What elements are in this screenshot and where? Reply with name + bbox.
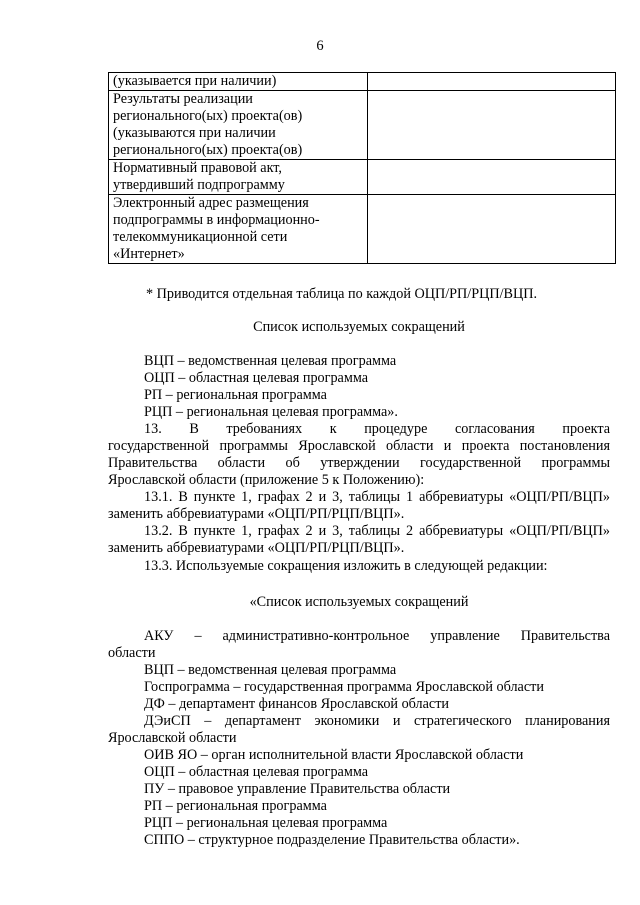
- paragraph-text: 13. В требованиях к процедуре согласования проекта: [144, 421, 610, 437]
- list-item-continuation: области: [108, 645, 156, 661]
- paragraph-line: Ярославской области (приложение 5 к Положению):: [108, 472, 425, 488]
- list-item: ВЦП – ведомственная целевая программа: [144, 662, 397, 678]
- list-item: ОЦП – областная целевая программа: [144, 764, 369, 780]
- list-item-text: ДЭиСП – департамент экономики и стратегического планирования: [144, 713, 610, 729]
- paragraph-line: заменить аббревиатурами «ОЦП/РП/РЦП/ВЦП».: [108, 540, 405, 556]
- cell-text-line: (указываются при наличии: [113, 125, 276, 141]
- paragraph-text: 13.2. В пункте 1, графах 2 и 3, таблицы 2 аббревиатуры «ОЦП/РП/ВЦП»: [144, 523, 610, 539]
- table-cell-label: [109, 160, 368, 195]
- list-item: ОИВ ЯО – орган исполнительной власти Ярославской области: [144, 747, 524, 763]
- paragraph-line: [108, 421, 610, 438]
- abbreviation-list-2: [108, 628, 610, 849]
- paragraph-line: Правительства области об утверждении государственной программы: [108, 455, 610, 471]
- cell-text-line: подпрограммы в информационно-: [113, 212, 320, 228]
- cell-text-line: Результаты реализации: [113, 91, 253, 107]
- list-item: ПУ – правовое управление Правительства области: [144, 781, 451, 797]
- table-cell-label: [109, 195, 368, 264]
- paragraph-line: [108, 523, 610, 540]
- list-item-text: АКУ – административно-контрольное управление Правительства: [144, 628, 610, 644]
- list-item: ОЦП – областная целевая программа: [144, 370, 369, 386]
- list-title: «Список используемых сокращений: [249, 594, 469, 610]
- table-cell-value: [368, 73, 616, 91]
- table-row: [109, 160, 616, 195]
- table-cell-value: [368, 160, 616, 195]
- cell-text-line: «Интернет»: [113, 246, 185, 262]
- paragraph-13-3: 13.3. Используемые сокращения изложить в следующей редакции:: [144, 558, 548, 574]
- paragraph-text: 13.1. В пункте 1, графах 2 и 3, таблицы 1 аббревиатуры «ОЦП/РП/ВЦП»: [144, 489, 610, 505]
- cell-text-line: (указывается при наличии): [113, 73, 277, 89]
- paragraph-13: [108, 421, 610, 489]
- page-number: 6: [316, 38, 324, 54]
- list-item: РП – региональная программа: [144, 387, 327, 403]
- list-title: Список используемых сокращений: [253, 319, 465, 335]
- list-item-continuation: Ярославской области: [108, 730, 237, 746]
- list-item: Госпрограмма – государственная программа Ярославской области: [144, 679, 544, 695]
- cell-text-line: регионального(ых) проекта(ов): [113, 108, 303, 124]
- abbreviation-list-1: [108, 353, 610, 421]
- list-item: РЦП – региональная целевая программа».: [144, 404, 398, 420]
- cell-text-line: Нормативный правовой акт,: [113, 160, 282, 176]
- paragraph-line: [108, 489, 610, 506]
- table-row: [109, 91, 616, 160]
- list-item: [108, 713, 610, 730]
- footnote: * Приводится отдельная таблица по каждой ОЦП/РП/РЦП/ВЦП.: [146, 286, 538, 302]
- subprogram-passport-table: [108, 72, 616, 264]
- cell-text-line: телекоммуникационной сети: [113, 229, 288, 245]
- paragraph-13-2: [108, 523, 610, 557]
- paragraph-line: государственной программы Ярославской области и проекта постановления: [108, 438, 610, 454]
- list-item: РП – региональная программа: [144, 798, 327, 814]
- table-cell-label: [109, 91, 368, 160]
- cell-text-line: регионального(ых) проекта(ов): [113, 142, 303, 158]
- cell-text-line: Электронный адрес размещения: [113, 195, 309, 211]
- list-item: ВЦП – ведомственная целевая программа: [144, 353, 397, 369]
- list-item: РЦП – региональная целевая программа: [144, 815, 388, 831]
- table-row: [109, 195, 616, 264]
- list-item: ДФ – департамент финансов Ярославской области: [144, 696, 449, 712]
- table-cell-label: [109, 73, 368, 91]
- table-cell-value: [368, 91, 616, 160]
- table-row: [109, 73, 616, 91]
- list-item: [108, 628, 610, 645]
- paragraph-line: заменить аббревиатурами «ОЦП/РП/РЦП/ВЦП».: [108, 506, 405, 522]
- table-cell-value: [368, 195, 616, 264]
- list-item: СППО – структурное подразделение Правительства области».: [144, 832, 520, 848]
- paragraph-13-1: [108, 489, 610, 523]
- cell-text-line: утвердивший подпрограмму: [113, 177, 285, 193]
